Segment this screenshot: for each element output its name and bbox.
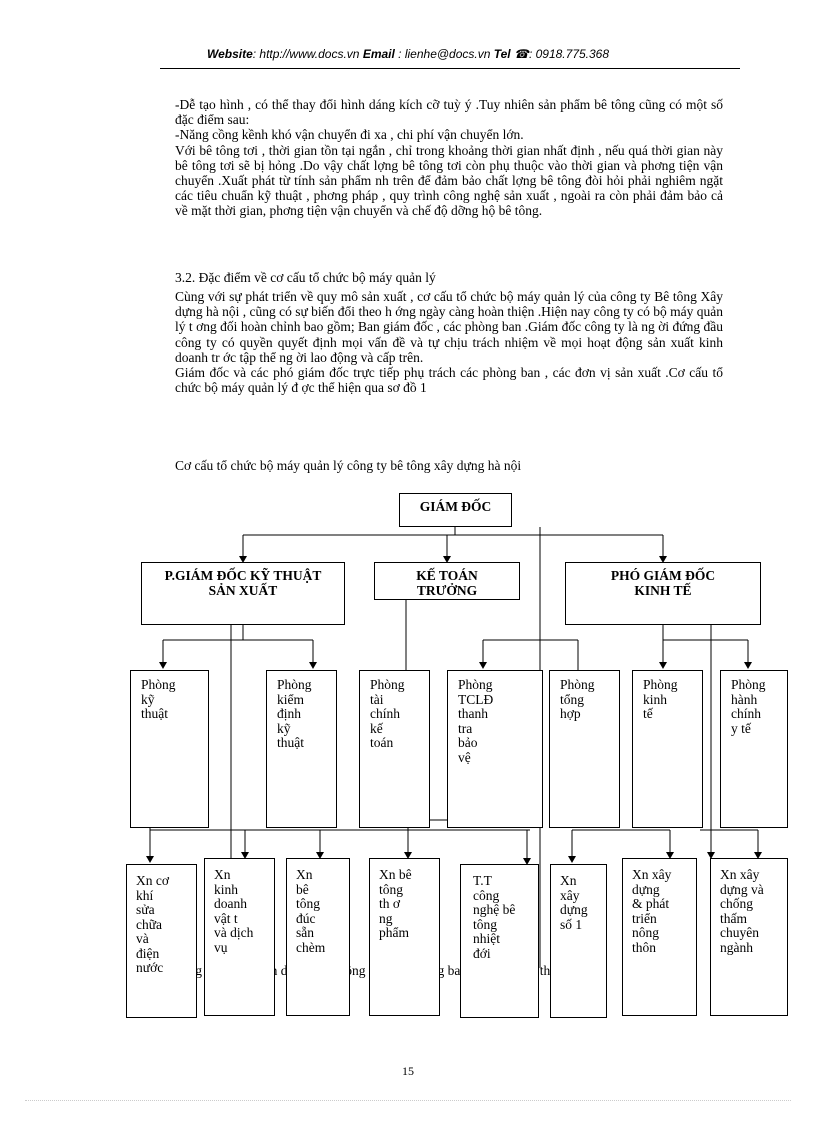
deputy-technical-label: P.GIÁM ĐỐC KỸ THUẬT SẢN XUẤT (164, 568, 322, 598)
dept-organization-box (447, 670, 543, 828)
unit-rural-development-label: Xn xây dựng & phát triển nông thôn (632, 867, 672, 955)
unit-commercial-concrete-label: Xn bê tông th ơ ng phẩm (379, 867, 412, 940)
tel-value: ☎: 0918.775.368 (514, 47, 610, 61)
deputy-economic-label: PHÓ GIÁM ĐỐC KINH TẾ (610, 568, 716, 598)
dept-inspection-box (266, 670, 337, 828)
unit-rural-development-box (622, 858, 697, 1016)
email-value: : lienhe@docs.vn (398, 47, 491, 61)
unit-waterproofing-label: Xn xây dựng và chống thấm chuyên ngành (720, 867, 764, 955)
para2-line-0: Cùng với sự phát triển về quy mô sản xuất , cơ cấu tổ chức bộ máy quản lý của công ty Bê tông Xây dựng hà nội , cũng có sự biến đổi theo h ớng ngày càng hoàn thiện .Hiện nay công ty có bộ máy quản lý t ơng đối hoàn chỉnh bao gồm; Ban giám đốc , các phòng ban .Giám đốc công ty là ng ời đứng đầu công ty có quyền quyết định mọi vấn đề và tự chịu trách nhiệm về mọi hoạt động sản xuất kinh doanh tr ớc tập thể ng ời lao động và cấp trên. (175, 289, 723, 365)
dept-technical-box (130, 670, 209, 828)
unit-trading-label: Xn kinh doanh vật t và dịch vụ (214, 867, 254, 955)
website-label: Website (206, 47, 253, 61)
dept-inspection-label: Phòng kiểm định kỹ thuật (277, 677, 312, 750)
para2-line-1: Giám đốc và các phó giám đốc trực tiếp phụ trách các phòng ban , các đơn vị sản xuất .Cơ cấu tổ chức bộ máy quản lý đ ợc thể hiện qua sơ đồ 1 (175, 365, 723, 396)
chief-accountant-box (374, 562, 520, 600)
unit-waterproofing-box (710, 858, 788, 1016)
chart-caption: Cơ cấu tổ chức bộ máy quản lý công ty bê tông xây dựng hà nội (175, 458, 522, 473)
dept-finance-label: Phòng tài chính kế toán (370, 677, 405, 750)
para1-line-2: Với bê tông tơi , thời gian tồn tại ngắn , chỉ trong khoảng thời gian nhất định , nếu quá thời gian này bê tông tơi sẽ bị hỏng .Do vậy chất lợng bê tông tơi còn phụ thuộc vào thời gian và phơng tiện vận chuyển .Xuất phát từ tính sản phẩm nh trên để đảm bảo chất lợng bê tông đòi hỏi phải nghiêm ngặt các tiêu chuẩn kỹ thuật , phơng pháp , quy trình công nghệ sản xuất , ngoài ra còn phải đảm bảo cả về mặt thời gian, phơng tiện vận chuyển và chế độ dỡng hộ bê tông. (175, 142, 723, 219)
unit-mechanical-box (126, 864, 197, 1018)
dept-admin-health-label: Phòng hành chính y tế (731, 677, 766, 736)
dept-economic-box (632, 670, 703, 828)
unit-tropical-concrete-center-box (460, 864, 539, 1018)
unit-commercial-concrete-box (369, 858, 440, 1016)
para1-line-1: -Năng cồng kềnh khó vận chuyển đi xa , chi phí vận chuyển lớn. (175, 127, 524, 143)
unit-precast-label: Xn bê tông đúc sẵn chèm (296, 867, 326, 955)
ceo-label: GIÁM ĐỐC (419, 499, 492, 514)
para1-line-0: -Dễ tạo hình , có thể thay đổi hình dáng kích cỡ tuỳ ý .Tuy nhiên sản phẩm bê tông cũng có một số đặc điểm sau: (175, 97, 723, 128)
unit-construction-1-label: Xn xây dựng số 1 (560, 873, 588, 932)
unit-mechanical-label: Xn cơ khí sửa chữa và điện nước (136, 873, 170, 975)
dept-finance-box (359, 670, 430, 828)
unit-tropical-concrete-center-label: T.T công nghệ bê tông nhiệt đới (473, 873, 516, 961)
dept-organization-label: Phòng TCLĐ thanh tra bảo vệ (458, 677, 494, 765)
unit-trading-box (204, 858, 275, 1016)
underlying-text: công ban (339, 963, 468, 978)
dept-economic-label: Phòng kinh tế (643, 677, 678, 721)
chief-accountant-label: KẾ TOÁN TRƯỞNG (416, 568, 478, 598)
unit-construction-1-box (550, 864, 607, 1018)
ceo-box (399, 493, 512, 527)
dept-technical-label: Phòng kỹ thuật (141, 677, 176, 721)
unit-precast-box (286, 858, 350, 1016)
email-label: Email (362, 47, 395, 61)
dept-general-label: Phòng tổng hợp (560, 677, 595, 721)
dept-general-box (549, 670, 620, 828)
tel-label: Tel (493, 47, 511, 61)
deputy-technical-box (141, 562, 345, 625)
footer-divider (25, 1100, 791, 1101)
page-number: 15 (402, 1064, 414, 1078)
website-value: : http://www.docs.vn (252, 47, 360, 61)
section-heading: 3.2. Đặc điểm về cơ cấu tổ chức bộ máy quản lý (175, 270, 436, 285)
deputy-economic-box (565, 562, 761, 625)
dept-admin-health-box (720, 670, 788, 828)
